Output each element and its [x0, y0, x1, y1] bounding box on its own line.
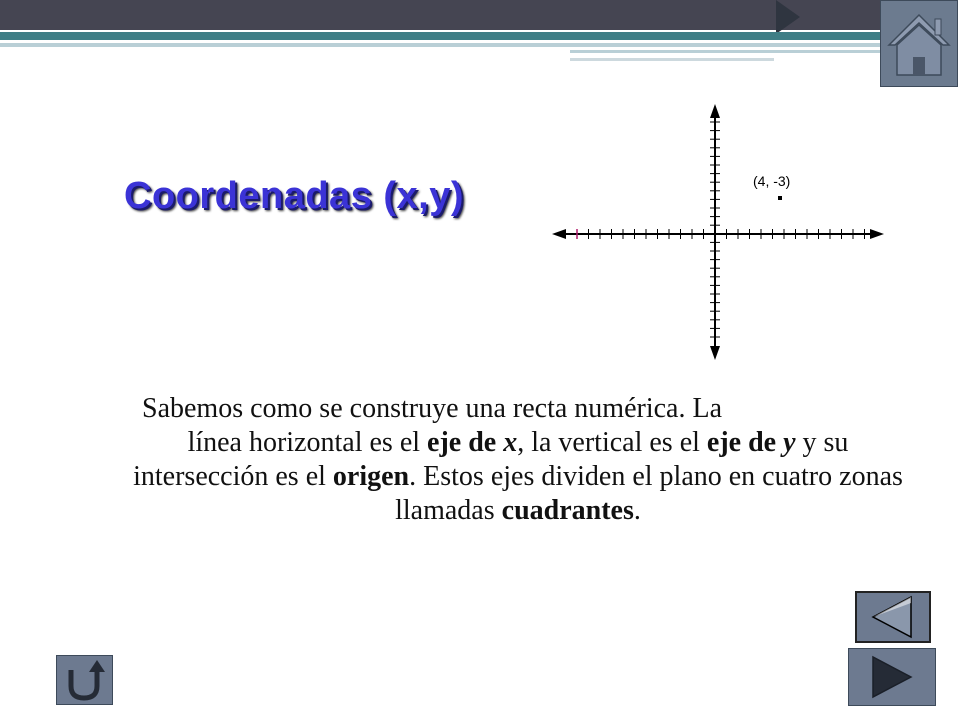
top-bar-pointer	[776, 0, 800, 34]
term-eje-de-y: eje de y	[706, 427, 796, 458]
point-label: (4, -3)	[753, 173, 791, 189]
y-axis-arrow-up	[710, 104, 720, 118]
next-slide-button[interactable]	[848, 648, 936, 706]
body-text-2: , la vertical es el	[517, 427, 707, 458]
slide-title: Coordenadas (x,y)	[124, 175, 465, 217]
home-icon	[881, 1, 957, 86]
teal-stripe	[0, 32, 880, 40]
plotted-point	[778, 196, 782, 200]
coordinate-graph	[548, 100, 888, 362]
term-cuadrantes: cuadrantes	[501, 495, 634, 526]
light-stripe-short	[570, 50, 880, 53]
body-text-5: .	[633, 495, 641, 526]
y-axis-arrow-down	[710, 346, 720, 360]
light-stripe	[0, 43, 880, 47]
body-text-3: y su intersección es el	[133, 427, 849, 492]
home-button[interactable]	[880, 0, 958, 87]
light-stripe-shorter	[570, 58, 774, 61]
x-axis-arrow-left	[552, 229, 566, 239]
return-arrow-icon	[57, 656, 112, 704]
return-button[interactable]	[56, 655, 113, 705]
term-eje-de-x: eje de x	[427, 427, 518, 458]
top-bar	[0, 0, 880, 30]
term-origen: origen	[332, 461, 410, 492]
body-paragraph	[118, 392, 918, 528]
triangle-left-icon	[857, 593, 929, 641]
previous-slide-button[interactable]	[855, 591, 931, 643]
body-text-1: línea horizontal es el	[187, 427, 428, 458]
body-text-4: . Estos ejes dividen el plano en cuatro zonas llamadas	[395, 461, 903, 526]
body-line-1: Sabemos como se construye una recta numérica. La	[142, 393, 723, 424]
triangle-right-icon	[849, 649, 935, 705]
x-axis-arrow-right	[870, 229, 884, 239]
